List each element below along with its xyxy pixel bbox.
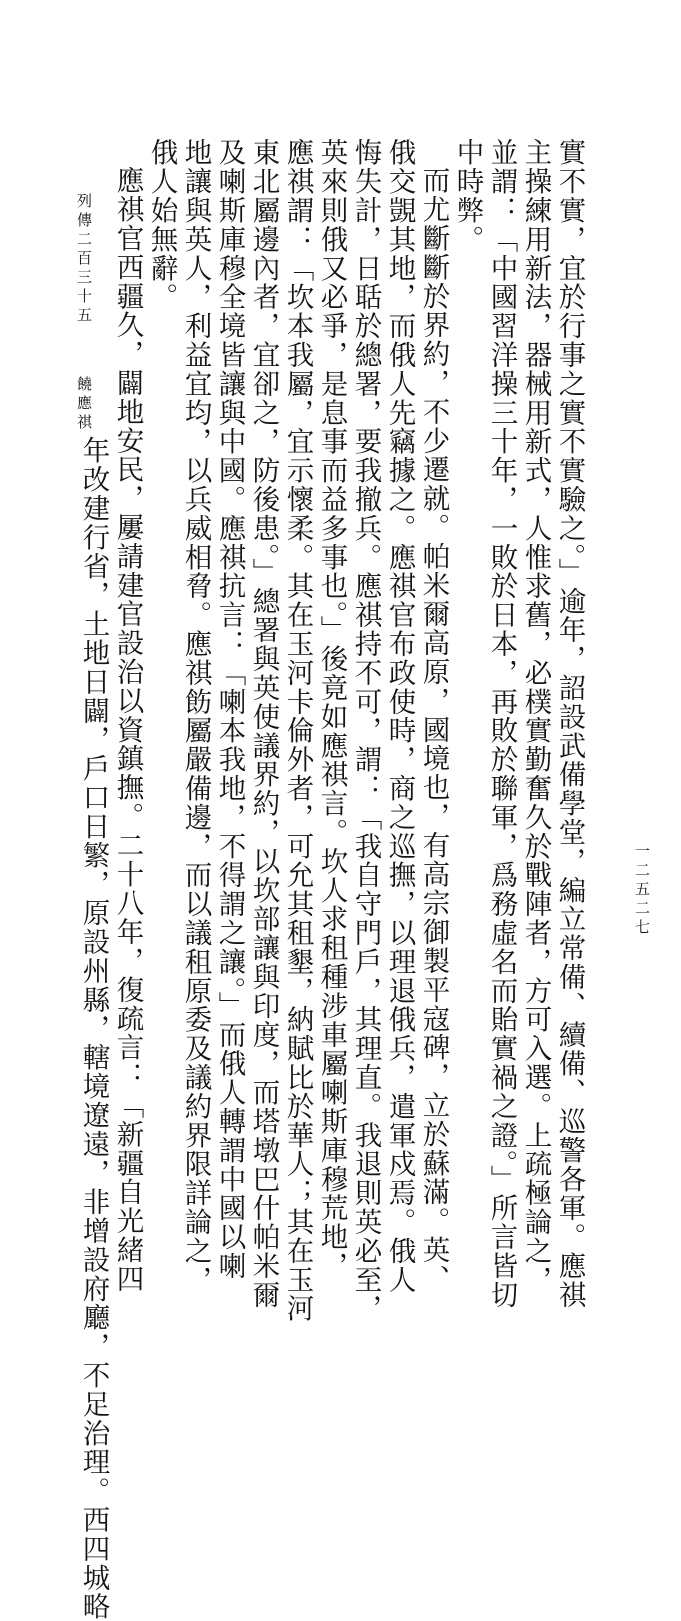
text-column: 英來則俄又必爭，是息事而益多事也。」後竟如應祺言。坎人求租種涉車屬喇斯庫穆荒地， xyxy=(315,138,348,1281)
text-column: 中時弊。 xyxy=(451,138,484,254)
running-head-person: 饒應祺 xyxy=(75,376,93,433)
text-column: 地讓與英人，利益宜均，以兵威相脅。應祺飭屬嚴備邊，而以議租原委及議約界限詳論之， xyxy=(179,138,212,1294)
text-column: 並謂：「中國習洋操三十年，一敗於日本，再敗於聯軍，爲務虛名而貽實禍之證。」所言皆切 xyxy=(485,138,518,1310)
text-column: 東北屬邊內者，宜卻之，防後患。」總署與英使議界約，以坎部讓與印度，而塔墩巴什帕米爾 xyxy=(247,138,280,1310)
running-head-section: 列傳二百三十五 xyxy=(75,193,93,326)
text-column: 主操練用新法，器械用新式，人惟求舊，必樸實勤奮久於戰陣者，方可入選。上疏極論之， xyxy=(519,138,552,1294)
text-column: 悔失計，日聒於總署，要我撤兵。應祺持不可，謂：「我自守門戶，其理直。我退則英必至， xyxy=(349,138,382,1323)
text-column: 而尤斷斷於界約，不少遷就。帕米爾高原，國境也，有高宗御製平寇碑，立於蘇滿。英、 xyxy=(417,166,450,1294)
page-number: 一二五二七 xyxy=(633,843,651,938)
text-column: 俄人始無辭。 xyxy=(145,138,178,312)
text-column: 應祺謂：「坎本我屬，宜示懷柔。其在玉河卡倫外者，可允其租墾，納賦比於華人；其在玉河 xyxy=(281,138,314,1323)
text-column: 及喇斯庫穆全境皆讓與中國。應祺抗言：「喇本我地，不得謂之讓。」而俄人轉謂中國以喇 xyxy=(213,138,246,1281)
text-column: 俄交覬其地，而俄人先竊據之。應祺官布政使時，商之巡撫，以理退俄兵，遣軍戍焉。俄人 xyxy=(383,138,416,1294)
text-column: 應祺官西疆久，闢地安民，屢請建官設治以資鎮撫。二十八年，復疏言：「新疆自光緒四 xyxy=(111,166,144,1294)
text-column: 實不實，宜於行事之實不實驗之。」逾年，詔設武備學堂，編立常備、續備、巡警各軍。應祺 xyxy=(553,138,586,1310)
text-column: 年改建行省，土地日闢，戶口日繁，原設州縣，轄境遼遠，非增設府廳，不足治理。西四城略 xyxy=(77,436,110,1621)
